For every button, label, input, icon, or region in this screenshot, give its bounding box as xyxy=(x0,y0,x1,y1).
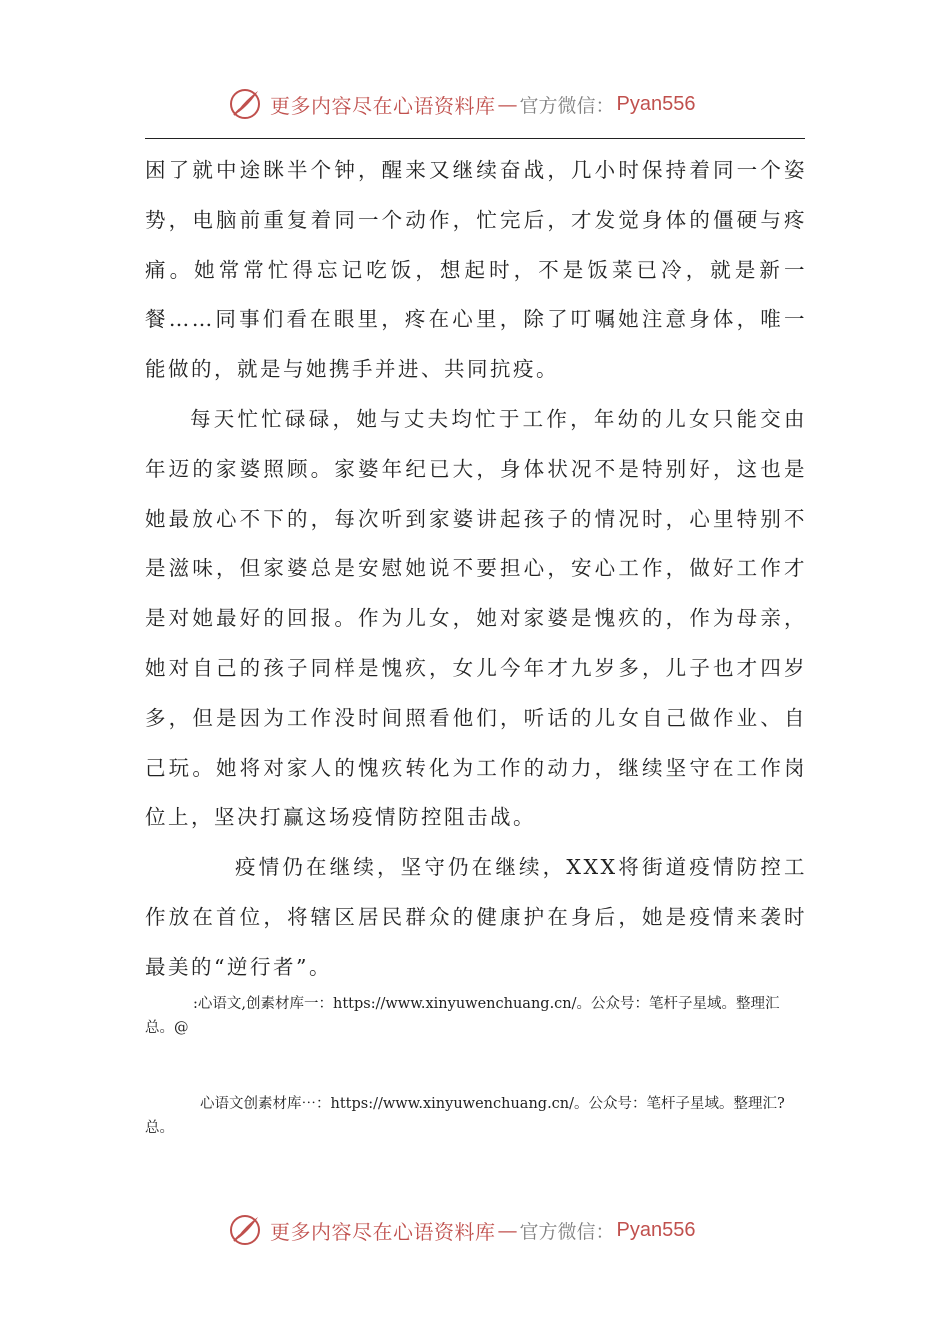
paragraph-3: 疫情仍在继续，坚守仍在继续，XXX将街道疫情防控工作放在首位，将辖区居民群众的健康护在身后，她是疫情来袭时最美的“逆行者”。 xyxy=(145,855,807,979)
quill-logo-icon xyxy=(228,1213,262,1247)
quill-logo-icon xyxy=(228,87,262,121)
source-note-2: 心语文创素材库⋯：https://www.xinyuwenchuang.cn/。公众号：笔杆子星域。整理汇?总。 xyxy=(145,1096,785,1136)
banner-main-text: 更多内容尽在心语资料库 xyxy=(270,93,496,118)
banner-dash: — xyxy=(497,92,518,116)
banner-dash: — xyxy=(497,1218,518,1242)
banner-main-text: 更多内容尽在心语资料库 xyxy=(270,1219,496,1244)
footer-banner xyxy=(228,1210,748,1250)
banner-wechat-label: 官方微信： xyxy=(519,1220,615,1243)
paragraph-1: 困了就中途眯半个钟，醒来又继续奋战，几小时保持着同一个姿势，电脑前重复着同一个动作，忙完后，才发觉身体的僵硬与疼痛。她常常忙得忘记吃饭，想起时，不是饭菜已冷，就是新一餐……同事们看在眼里，疼在心里，除了叮嘱她注意身体，唯一能做的，就是与她携手并进、共同抗疫。 xyxy=(145,158,807,382)
header-divider xyxy=(145,138,805,139)
source-note-1: :心语文,创素材库一：https://www.xinyuwenchuang.cn/。公众号：笔杆子星域。整理汇总。@ xyxy=(145,996,780,1036)
article-body xyxy=(145,146,807,993)
paragraph-2: 每天忙忙碌碌，她与丈夫均忙于工作，年幼的儿女只能交由年迈的家婆照顾。家婆年纪已大，身体状况不是特别好，这也是她最放心不下的，每次听到家婆讲起孩子的情况时，心里特别不是滋味，但家婆总是安慰她说不要担心，安心工作，做好工作才是对她最好的回报。作为儿女，她对家婆是愧疚的，作为母亲，她对自己的孩子同样是愧疚，女儿今年才九岁多，儿子也才四岁多，但是因为工作没时间照看他们，听话的儿女自己做作业、自己玩。她将对家人的愧疚转化为工作的动力，继续坚守在工作岗位上，坚决打赢这场疫情防控阻击战。 xyxy=(145,406,807,830)
banner-wechat-id: Pyan556 xyxy=(616,92,696,115)
banner-wechat-label: 官方微信： xyxy=(519,94,615,117)
header-banner xyxy=(228,84,748,124)
banner-wechat-id: Pyan556 xyxy=(616,1218,696,1241)
